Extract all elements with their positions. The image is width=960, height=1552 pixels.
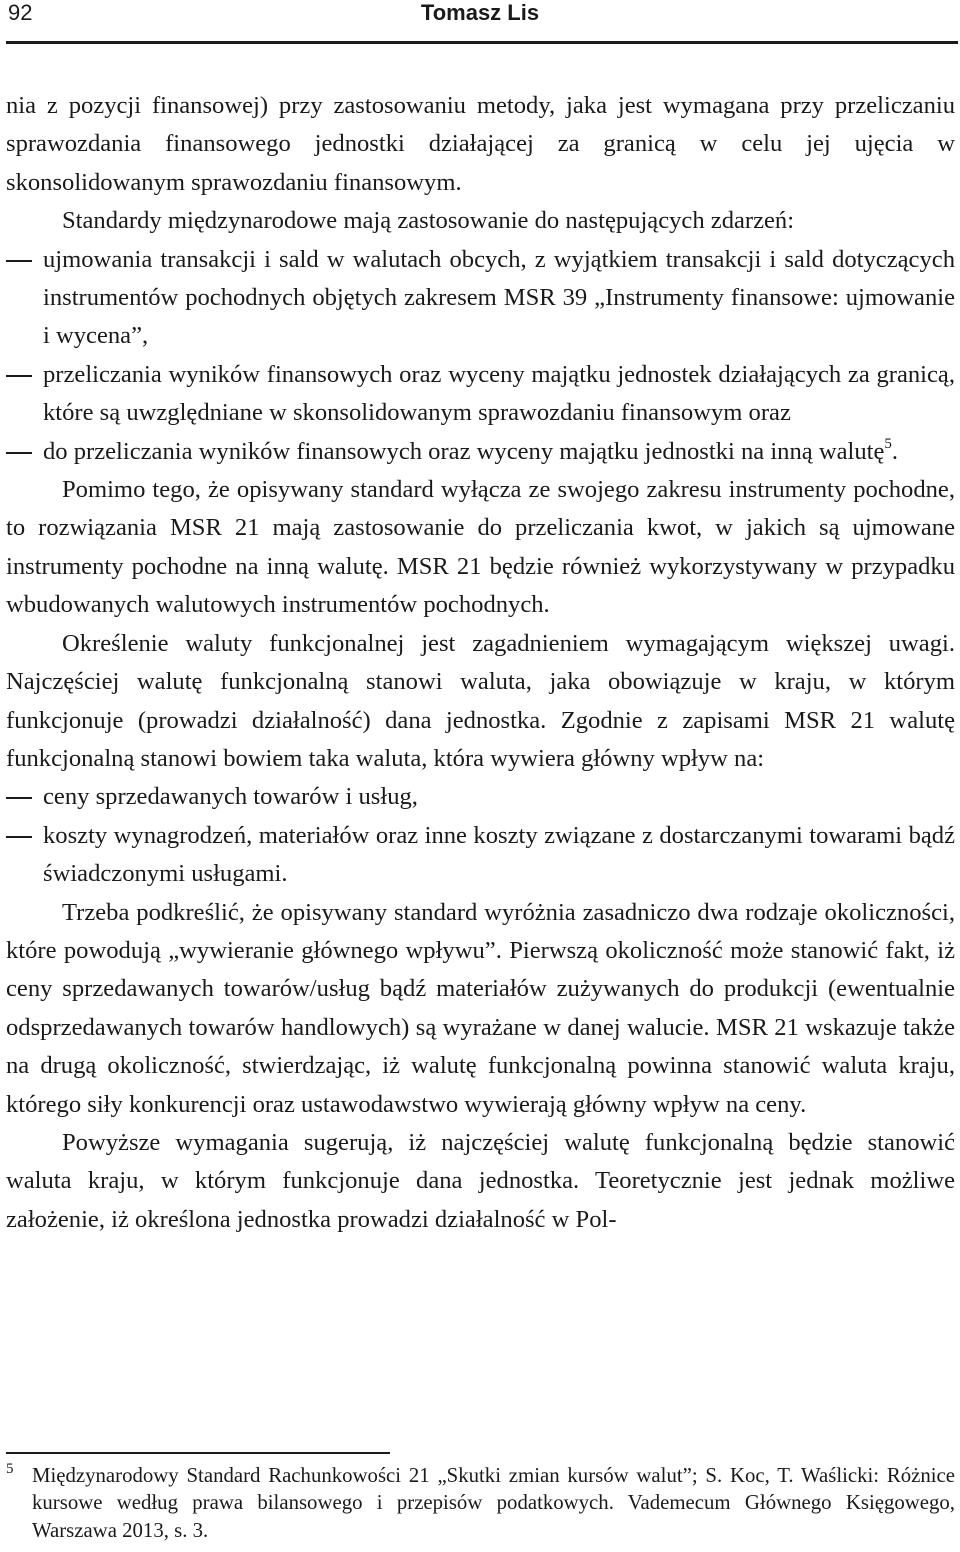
footnote-rule [6,1452,390,1454]
list-item-end: . [891,437,899,465]
list-item: ujmowania transakcji i sald w walutach obcych, z wyjątkiem transakcji i sald dotyczących instrumentów pochodnych objętych zakresem MSR 39 „Instrumenty finansowe: ujmowanie i wycena”, [6,241,955,356]
body-text [6,87,955,1239]
list-item: koszty wynagrodzeń, materiałów oraz inne koszty związane z dostarczanymi towarami bądź świadczonymi usługami. [6,817,955,894]
footnote-number: 5 [6,1461,14,1477]
page-number: 92 [8,0,33,25]
list-item: ceny sprzedawanych towarów i usług, [6,778,955,816]
paragraph: Trzeba podkreślić, że opisywany standard wyróżnia zasadniczo dwa rodzaje okoliczności, które powodują „wywieranie głównego wpływu”. Pierwszą okoliczność może stanowić fakt, iż ceny sprzedawanych towarów/usług bądź materiałów zużywanych do produkcji (ewentualnie odsprzedawanych towarów handlowych) są wyrażane w danej walucie. MSR 21 wskazuje także na drugą okoliczność, stwierdzając, iż walutę funkcjonalną powinna stanowić waluta kraju, którego siły konkurencji oraz ustawodawstwo wywierają główny wpływ na ceny. [6,898,955,1118]
footnote-ref: 5 [884,435,892,452]
list-item-text: do przeliczania wyników finansowych oraz wyceny majątku jednostki na inną walutę [43,437,885,465]
footnote-text: Międzynarodowy Standard Rachunkowości 21 „Skutki zmian kursów walut”; S. Koc, T. Waślicki: Różnice kursowe według prawa bilansowego i przepisów podatkowych. Vademecum Głównego Księgowego, Warszawa 2013, s. 3. [32,1464,955,1542]
paragraph: Powyższe wymagania sugerują, iż najczęściej walutę funkcjonalną będzie stanowić waluta kraju, w którym funkcjonuje dana jednostka. Teoretycznie jest jednak możliwe założenie, iż określona jednostka prowadzi działalność w Pol- [6,1128,955,1233]
page-header [0,0,960,44]
dash-list [6,778,955,893]
running-head-author: Tomasz Lis [420,0,540,25]
list-item [6,433,955,471]
header-rule [6,41,958,44]
list-item: przeliczania wyników finansowych oraz wyceny majątku jednostek działających za granicą, które są uwzględniane w skonsolidowanym sprawozdaniu finansowym oraz [6,356,955,433]
dash-list [6,241,955,471]
paragraph-continued: nia z pozycji finansowej) przy zastosowaniu metody, jaka jest wymagana przy przeliczaniu sprawozdania finansowego jednostki działającej za granicą w celu jej ujęcia w skonsolidowanym sprawozdaniu finansowym. [6,92,955,196]
paragraph: Pomimo tego, że opisywany standard wyłącza ze swojego zakresu instrumenty pochodne, to rozwiązania MSR 21 mają zastosowanie do przeliczania kwot, w jakich są ujmowane instrumenty pochodne na inną walutę. MSR 21 będzie również wykorzystywany w przypadku wbudowanych walutowych instrumentów pochodnych. [6,476,955,619]
paragraph: Standardy międzynarodowe mają zastosowanie do następujących zdarzeń: [62,207,795,235]
paragraph: Określenie waluty funkcjonalnej jest zagadnieniem wymagającym większej uwagi. Najczęściej walutę funkcjonalną stanowi waluta, jaka obowiązuje w kraju, w którym funkcjonuje (prowadzi działalność) dana jednostka. Zgodnie z zapisami MSR 21 walutę funkcjonalną stanowi bowiem taka waluta, która wywiera główny wpływ na: [6,629,955,772]
footnote [6,1462,955,1544]
